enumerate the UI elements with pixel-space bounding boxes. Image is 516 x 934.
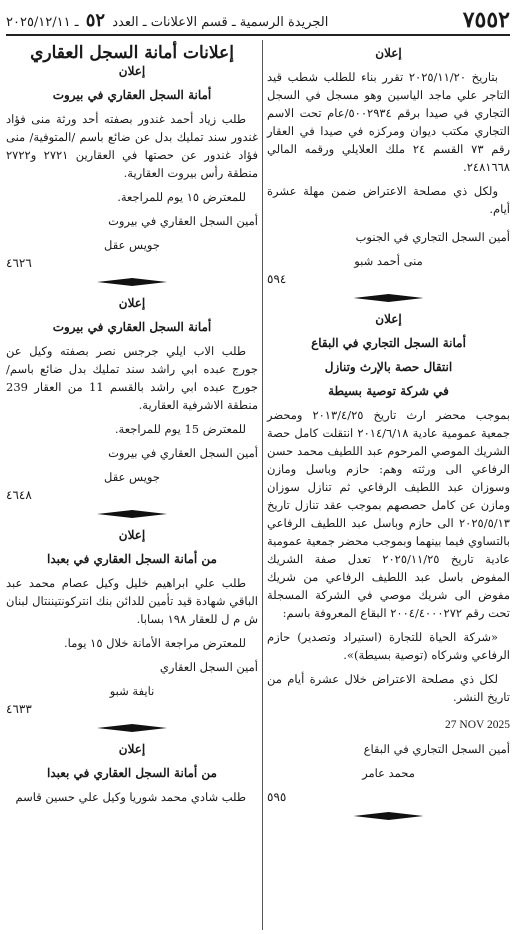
signature-title: أمين السجل العقاري	[159, 660, 258, 674]
notice-number: ٤٦٣٣	[6, 702, 32, 716]
separator-ornament	[6, 724, 258, 732]
issue-number: ٥٢	[85, 9, 106, 31]
notice-heading: إعلان	[375, 312, 402, 326]
signature-name: منى أحمد شبو	[354, 254, 423, 268]
notice-number: ٤٦٤٨	[6, 488, 32, 502]
notice-number: ٥٩٥	[267, 790, 287, 804]
notice-body: للمعترض ١٥ يوم للمراجعة.	[117, 190, 246, 204]
notice-body: بموجب محضر ارث تاريخ ٢٠١٣/٤/٢٥ ومحضر جمعية عمومية عادية ٢٠١٤/٦/١٨ انتقلت كامل حصة الشريك الموصي المرحوم عبد اللطيف محمد حسن الرفاعي الى ورثته وهم: حازم وباسل ومازن وسوزان عبد اللطيف الرفاعي ثم تنازل سوزان ومازن عن كامل حصصهم بموجب عقد تنازل تاريخ ٢٠٢٥/٥/١٣ الى حازم وباسل عبد اللطيف الرفاعي بالتساوي فيما بينهما وبموجب محضر جمعية عمومية عادية تاريخ ٢٠٢٥/١١/٢٥ تعدل صفة الشريك المفوض باسل عبد اللطيف الرفاعي من شريك مفوض الى شريك موصي في الشركة المسجلة تحت رقم ٢٠٠٤/٤٠٠٠٢٧٢ البقاع المعروفة باسم:	[267, 408, 511, 620]
signature-title: أمين السجل العقاري في بيروت	[108, 446, 258, 460]
signature-title: أمين السجل العقاري في بيروت	[108, 214, 258, 228]
signature-name: جويس عقل	[104, 470, 160, 484]
notice-date: 27 NOV 2025	[445, 719, 510, 731]
separator-ornament	[267, 294, 510, 302]
separator-ornament	[6, 510, 258, 518]
signature-name: جويس عقل	[104, 238, 160, 252]
page-number: ٧٥٥٢	[462, 7, 510, 33]
notice-body: طلب علي ابراهيم خليل وكيل عصام محمد عبد الباقي شهادة قيد تأمين للدائن بنك انتركونتيننتال لبنان ش م ل للعقار ١٩٨ بسابا.	[6, 576, 258, 626]
notice-heading: إعلان	[118, 742, 146, 756]
issue-date: ـ ٢٠٢٥/١٢/١١	[6, 14, 79, 30]
notice-body: ولكل ذي مصلحة الاعتراض ضمن مهلة عشرة أيام.	[267, 184, 510, 216]
signature-name: نايفة شبو	[109, 684, 155, 698]
gazette-title	[6, 10, 328, 31]
notice-number: ٥٩٤	[267, 272, 287, 286]
notice-title: أمانة السجل العقاري في بيروت	[52, 320, 212, 334]
notice-title: أمانة السجل التجاري في البقاع	[311, 336, 466, 350]
signature-name: محمد عامر	[362, 766, 415, 780]
signature-title: أمين السجل التجاري في الجنوب	[355, 230, 510, 244]
notice-title: من أمانة السجل العقاري في بعبدا	[47, 552, 217, 566]
notice-body: بتاريخ ٢٠٢٥/١١/٢٠ تقرر بناء للطلب شطب قيد التاجر علي ماجد الياسين وهو مسجل في السجل التجاري في صيدا برقم ٥٠٠٢٩٣٤/عام تحت الاسم التجاري مكتب ديوان ومركزه في صيدا في العقار رقم ٧٣ القسم ٢٤ ملك العلايلي ورقمه المالي ٢٤٨١٦٦٨.	[267, 70, 510, 174]
notice-body: لكل ذي مصلحة الاعتراض خلال عشرة أيام من تاريخ النشر.	[267, 672, 510, 704]
section-title: إعلانات أمانة السجل العقاري	[30, 43, 234, 63]
notice-heading: إعلان	[118, 64, 146, 78]
notice-body: طلب الاب ايلي جرجس نصر بصفته وكيل عن جورج عبده ابي راشد سند تمليك بدل ضائع باسم/ جورج عبده ابي راشد بالقسم 11 من العقار 239 منطقة الاشرفية العقارية.	[6, 344, 258, 412]
separator-ornament	[267, 812, 510, 820]
notice-body: «شركة الحياة للتجارة (استيراد وتصدير) حازم الرفاعي وشركاه (توصية بسيطة)».	[267, 630, 510, 662]
notice-title: من أمانة السجل العقاري في بعبدا	[47, 766, 217, 780]
notice-body: للمعترض 15 يوم للمراجعة.	[114, 422, 246, 436]
separator-ornament	[6, 278, 258, 286]
page-header	[6, 6, 510, 36]
right-column	[267, 44, 510, 930]
notice-subtitle: انتقال حصة بالإرث وتنازل	[324, 360, 453, 374]
notice-number: ٤٦٢٦	[6, 256, 32, 270]
notice-body: للمعترض مراجعة الأمانة خلال ١٥ يوما.	[64, 636, 246, 650]
signature-title: أمين السجل التجاري في البقاع	[363, 742, 510, 756]
notice-body: طلب شادي محمد شوريا وكيل علي حسين قاسم	[15, 790, 246, 804]
header-title-text: الجريدة الرسمية ـ قسم الاعلانات ـ العدد	[112, 14, 329, 30]
notice-body: طلب زياد أحمد غندور بصفته أحد ورثة منى فؤاد غندور سند تمليك بدل عن ضائع باسم /المتوفية/ منى فؤاد غندور عن حصتها في العقارين ٢٧٢١ و٢٧٢٢ منطقة رأس بيروت العقارية.	[6, 112, 258, 180]
column-divider	[262, 40, 263, 930]
left-column	[6, 44, 258, 930]
notice-heading: إعلان	[118, 296, 146, 310]
notice-heading: إعلان	[375, 46, 402, 60]
notice-title: أمانة السجل العقاري في بيروت	[52, 88, 212, 102]
notice-heading: إعلان	[118, 528, 146, 542]
notice-subtitle: في شركة توصية بسيطة	[328, 384, 449, 398]
